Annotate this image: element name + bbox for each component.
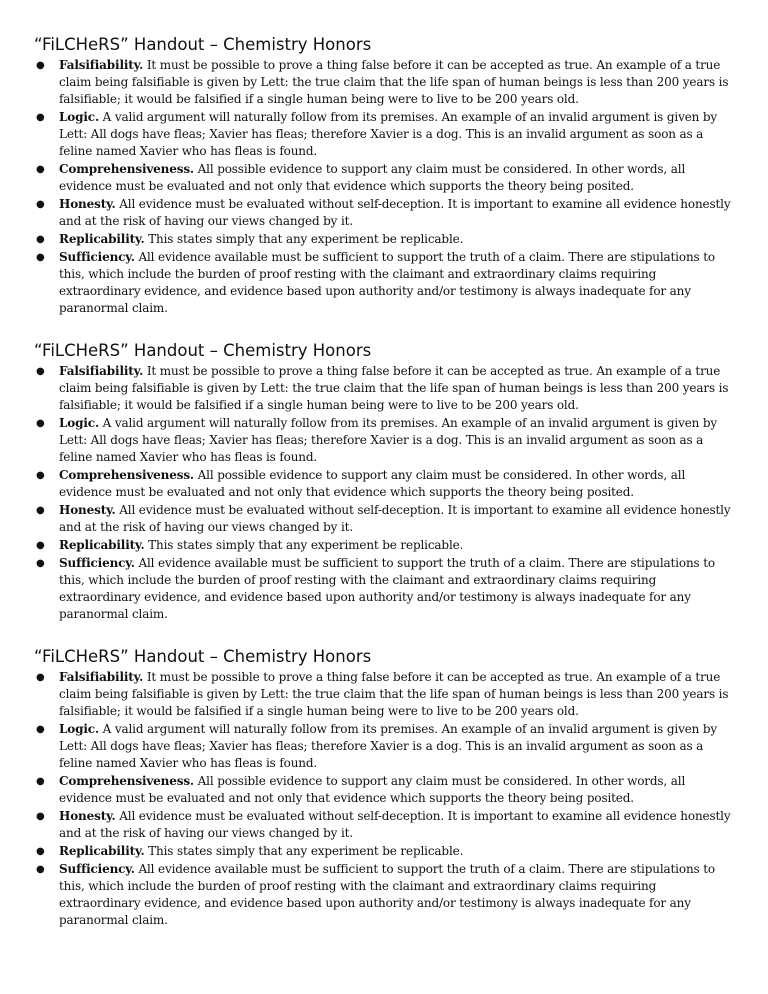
bullet-icon: ● bbox=[36, 558, 45, 569]
list-item bbox=[34, 555, 734, 623]
criterion-term: Replicability. bbox=[59, 844, 145, 858]
criterion-term: Sufficiency. bbox=[59, 862, 135, 876]
handout-section bbox=[34, 646, 734, 930]
criterion-term: Honesty. bbox=[59, 197, 116, 211]
criterion-text: All evidence available must be sufficient to support the truth of a claim. There are stipulations to this, which include the burden of proof resting with the claimant and extraordinary claims requiring extraordinary evidence, and evidence based upon authority and/or testimony is always inadequate for any paranormal claim. bbox=[59, 250, 715, 315]
handout-title: “FiLCHeRS” Handout – Chemistry Honors bbox=[34, 35, 372, 54]
list-item bbox=[34, 415, 734, 466]
handout-title: “FiLCHeRS” Handout – Chemistry Honors bbox=[34, 647, 372, 666]
bullet-icon: ● bbox=[36, 724, 45, 735]
criterion-text: All evidence must be evaluated without self-deception. It is important to examine all evidence honestly and at the risk of having our views changed by it. bbox=[59, 809, 731, 840]
bullet-icon: ● bbox=[36, 112, 45, 123]
bullet-icon: ● bbox=[36, 846, 45, 857]
list-item bbox=[34, 502, 734, 536]
bullet-icon: ● bbox=[36, 199, 45, 210]
criterion-term: Falsifiability. bbox=[59, 58, 144, 72]
bullet-icon: ● bbox=[36, 60, 45, 71]
criterion-text: It must be possible to prove a thing false before it can be accepted as true. An example of a true claim being falsifiable is given by Lett: the true claim that the life span of human beings is less than 200 years is falsifiable; it would be falsified if a single human being were to live to be 200 years old. bbox=[59, 58, 729, 106]
list-item bbox=[34, 249, 734, 317]
criterion-text: All evidence available must be sufficient to support the truth of a claim. There are stipulations to this, which include the burden of proof resting with the claimant and extraordinary claims requiring extraordinary evidence, and evidence based upon authority and/or testimony is always inadequate for any paranormal claim. bbox=[59, 556, 715, 621]
list-item bbox=[34, 231, 734, 248]
criterion-text: All possible evidence to support any claim must be considered. In other words, all evidence must be evaluated and not only that evidence which supports the theory being posited. bbox=[59, 468, 686, 499]
criterion-term: Falsifiability. bbox=[59, 670, 144, 684]
list-item bbox=[34, 161, 734, 195]
bullet-icon: ● bbox=[36, 418, 45, 429]
criterion-term: Honesty. bbox=[59, 809, 116, 823]
criterion-text: A valid argument will naturally follow from its premises. An example of an invalid argument is given by Lett: All dogs have fleas; Xavier has fleas; therefore Xavier is a dog. This is an invalid argument as soon as a feline named Xavier who has fleas is found. bbox=[59, 110, 718, 158]
criterion-text: All evidence available must be sufficient to support the truth of a claim. There are stipulations to this, which include the burden of proof resting with the claimant and extraordinary claims requiring extraordinary evidence, and evidence based upon authority and/or testimony is always inadequate for any paranormal claim. bbox=[59, 862, 715, 927]
list-item bbox=[34, 467, 734, 501]
criterion-text: A valid argument will naturally follow from its premises. An example of an invalid argument is given by Lett: All dogs have fleas; Xavier has fleas; therefore Xavier is a dog. This is an invalid argument as soon as a feline named Xavier who has fleas is found. bbox=[59, 722, 718, 770]
list-item bbox=[34, 196, 734, 230]
bullet-icon: ● bbox=[36, 776, 45, 787]
handout-title: “FiLCHeRS” Handout – Chemistry Honors bbox=[34, 341, 372, 360]
criterion-term: Falsifiability. bbox=[59, 364, 144, 378]
list-item bbox=[34, 669, 734, 720]
criterion-text: It must be possible to prove a thing false before it can be accepted as true. An example of a true claim being falsifiable is given by Lett: the true claim that the life span of human beings is less than 200 years is falsifiable; it would be falsified if a single human being were to live to be 200 years old. bbox=[59, 364, 729, 412]
criteria-list bbox=[34, 57, 734, 317]
list-item bbox=[34, 363, 734, 414]
criterion-term: Replicability. bbox=[59, 538, 145, 552]
criterion-text: All possible evidence to support any claim must be considered. In other words, all evidence must be evaluated and not only that evidence which supports the theory being posited. bbox=[59, 162, 686, 193]
list-item bbox=[34, 861, 734, 929]
bullet-icon: ● bbox=[36, 252, 45, 263]
criteria-list bbox=[34, 363, 734, 623]
criterion-text: This states simply that any experiment be replicable. bbox=[148, 232, 464, 246]
bullet-icon: ● bbox=[36, 164, 45, 175]
criterion-text: All evidence must be evaluated without self-deception. It is important to examine all evidence honestly and at the risk of having our views changed by it. bbox=[59, 197, 731, 228]
list-item bbox=[34, 808, 734, 842]
bullet-icon: ● bbox=[36, 505, 45, 516]
bullet-icon: ● bbox=[36, 470, 45, 481]
criterion-term: Comprehensiveness. bbox=[59, 162, 194, 176]
criterion-text: All possible evidence to support any claim must be considered. In other words, all evidence must be evaluated and not only that evidence which supports the theory being posited. bbox=[59, 774, 686, 805]
criterion-term: Comprehensiveness. bbox=[59, 774, 194, 788]
bullet-icon: ● bbox=[36, 540, 45, 551]
bullet-icon: ● bbox=[36, 811, 45, 822]
list-item bbox=[34, 537, 734, 554]
criterion-term: Logic. bbox=[59, 722, 99, 736]
list-item bbox=[34, 843, 734, 860]
list-item bbox=[34, 721, 734, 772]
handout-section bbox=[34, 34, 734, 318]
criterion-text: It must be possible to prove a thing false before it can be accepted as true. An example of a true claim being falsifiable is given by Lett: the true claim that the life span of human beings is less than 200 years is falsifiable; it would be falsified if a single human being were to live to be 200 years old. bbox=[59, 670, 729, 718]
criterion-term: Logic. bbox=[59, 110, 99, 124]
criterion-term: Logic. bbox=[59, 416, 99, 430]
list-item bbox=[34, 109, 734, 160]
criterion-term: Comprehensiveness. bbox=[59, 468, 194, 482]
list-item bbox=[34, 57, 734, 108]
bullet-icon: ● bbox=[36, 234, 45, 245]
bullet-icon: ● bbox=[36, 672, 45, 683]
criterion-term: Sufficiency. bbox=[59, 250, 135, 264]
criterion-term: Replicability. bbox=[59, 232, 145, 246]
criterion-term: Honesty. bbox=[59, 503, 116, 517]
handout-section bbox=[34, 340, 734, 624]
criterion-text: A valid argument will naturally follow from its premises. An example of an invalid argument is given by Lett: All dogs have fleas; Xavier has fleas; therefore Xavier is a dog. This is an invalid argument as soon as a feline named Xavier who has fleas is found. bbox=[59, 416, 718, 464]
list-item bbox=[34, 773, 734, 807]
bullet-icon: ● bbox=[36, 366, 45, 377]
criterion-text: All evidence must be evaluated without self-deception. It is important to examine all evidence honestly and at the risk of having our views changed by it. bbox=[59, 503, 731, 534]
criterion-text: This states simply that any experiment be replicable. bbox=[148, 844, 464, 858]
criterion-text: This states simply that any experiment be replicable. bbox=[148, 538, 464, 552]
criteria-list bbox=[34, 669, 734, 929]
bullet-icon: ● bbox=[36, 864, 45, 875]
criterion-term: Sufficiency. bbox=[59, 556, 135, 570]
